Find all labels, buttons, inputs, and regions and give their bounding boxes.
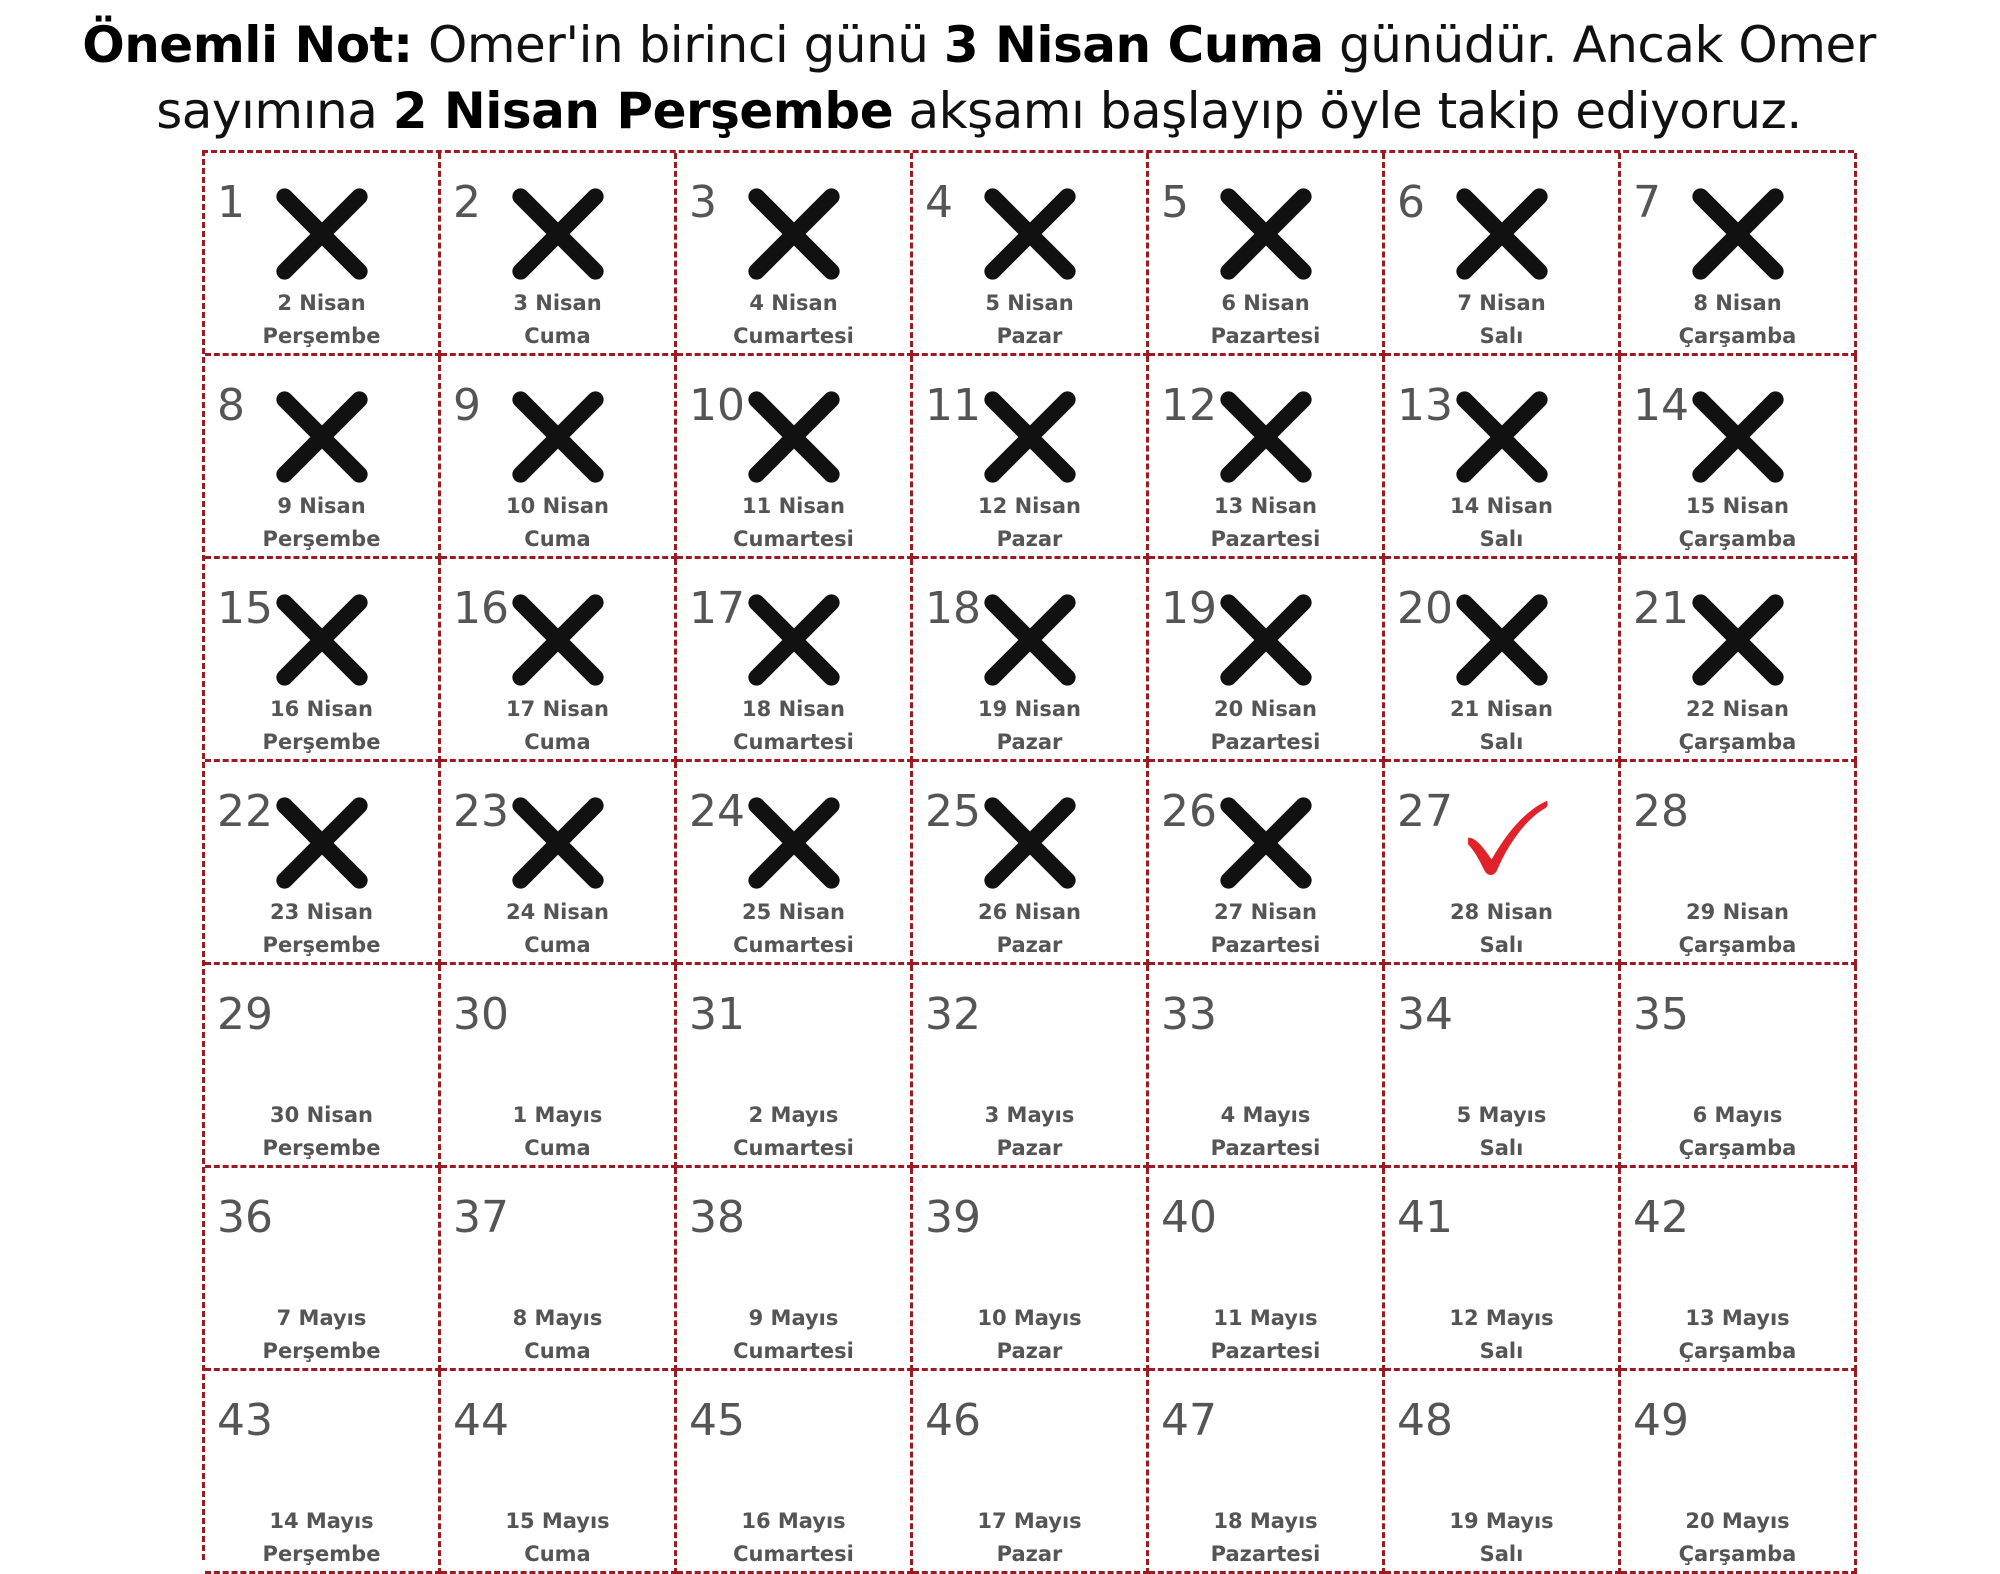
weekday-label: Cuma [524, 527, 591, 551]
date-label: 4 Nisan [749, 291, 838, 315]
weekday-label: Çarşamba [1678, 1542, 1797, 1566]
day-date [1621, 693, 1854, 759]
day-date [913, 490, 1146, 556]
day-number: 41 [1397, 1192, 1453, 1243]
day-cell [1385, 153, 1621, 356]
day-cell [205, 153, 441, 356]
day-cell [1621, 965, 1857, 1168]
weekday-label: Cumartesi [733, 730, 854, 754]
day-number: 27 [1397, 786, 1453, 837]
day-cell [205, 1168, 441, 1371]
weekday-label: Cumartesi [733, 324, 854, 348]
day-cell [205, 965, 441, 1168]
day-date [677, 490, 910, 556]
note-bold-date-1: 3 Nisan Cuma [943, 16, 1324, 74]
weekday-label: Cumartesi [733, 1136, 854, 1160]
date-label: 12 Nisan [978, 494, 1081, 518]
day-number: 32 [925, 989, 981, 1040]
day-date [1385, 1099, 1618, 1165]
day-date [1149, 1505, 1382, 1571]
weekday-label: Cuma [524, 324, 591, 348]
day-number: 29 [217, 989, 273, 1040]
day-date [441, 1505, 674, 1571]
day-cell [1149, 965, 1385, 1168]
day-date [205, 490, 438, 556]
cross-icon [975, 382, 1085, 492]
day-cell [677, 1168, 913, 1371]
date-label: 6 Mayıs [1692, 1103, 1783, 1127]
date-label: 4 Mayıs [1220, 1103, 1311, 1127]
weekday-label: Pazar [996, 1542, 1063, 1566]
note-text-1: Omer'in birinci günü [412, 16, 944, 74]
date-label: 16 Mayıs [741, 1509, 846, 1533]
day-date [913, 693, 1146, 759]
day-number: 43 [217, 1395, 273, 1446]
day-number: 13 [1397, 380, 1453, 431]
note-line-1 [0, 12, 1958, 78]
weekday-label: Salı [1479, 730, 1524, 754]
date-label: 23 Nisan [270, 900, 373, 924]
day-cell [1621, 356, 1857, 559]
day-cell [1621, 1371, 1857, 1574]
weekday-label: Pazartesi [1210, 324, 1321, 348]
day-cell [677, 762, 913, 965]
cross-icon [739, 382, 849, 492]
weekday-label: Pazartesi [1210, 730, 1321, 754]
weekday-label: Pazar [996, 324, 1063, 348]
day-number: 5 [1161, 177, 1189, 228]
day-date [205, 1302, 438, 1368]
date-label: 9 Mayıs [748, 1306, 839, 1330]
day-date [913, 896, 1146, 962]
day-number: 23 [453, 786, 509, 837]
cross-icon [1447, 382, 1557, 492]
cross-icon [1211, 382, 1321, 492]
day-date [205, 896, 438, 962]
day-date [677, 1505, 910, 1571]
day-cell [205, 762, 441, 965]
cross-icon [739, 585, 849, 695]
day-date [1621, 1302, 1854, 1368]
cross-icon [503, 179, 613, 289]
day-date [441, 1099, 674, 1165]
day-number: 14 [1633, 380, 1689, 431]
weekday-label: Cuma [524, 1542, 591, 1566]
weekday-label: Salı [1479, 1542, 1524, 1566]
day-cell [677, 559, 913, 762]
cross-icon [503, 585, 613, 695]
day-date [205, 1505, 438, 1571]
day-date [1385, 287, 1618, 353]
day-number: 20 [1397, 583, 1453, 634]
day-date [1149, 1099, 1382, 1165]
day-date [677, 1099, 910, 1165]
day-cell [1385, 762, 1621, 965]
cross-icon [975, 179, 1085, 289]
day-date [441, 896, 674, 962]
weekday-label: Pazar [996, 527, 1063, 551]
cross-icon [1683, 382, 1793, 492]
date-label: 13 Nisan [1214, 494, 1317, 518]
weekday-label: Perşembe [262, 1339, 381, 1363]
date-label: 6 Nisan [1221, 291, 1310, 315]
weekday-label: Pazartesi [1210, 527, 1321, 551]
day-date [1621, 287, 1854, 353]
day-date [1149, 287, 1382, 353]
date-label: 17 Mayıs [977, 1509, 1082, 1533]
note-text-4: akşamı başlayıp öyle takip ediyoruz. [893, 82, 1802, 140]
day-cell [1149, 153, 1385, 356]
day-cell [1621, 1168, 1857, 1371]
day-date [1385, 1302, 1618, 1368]
day-cell [441, 559, 677, 762]
day-cell [1385, 356, 1621, 559]
cross-icon [1211, 585, 1321, 695]
date-label: 10 Nisan [506, 494, 609, 518]
date-label: 12 Mayıs [1449, 1306, 1554, 1330]
cross-icon [1447, 585, 1557, 695]
weekday-label: Pazar [996, 730, 1063, 754]
cross-icon [1211, 179, 1321, 289]
day-number: 34 [1397, 989, 1453, 1040]
day-number: 36 [217, 1192, 273, 1243]
day-date [1385, 896, 1618, 962]
day-number: 39 [925, 1192, 981, 1243]
day-number: 21 [1633, 583, 1689, 634]
important-note [0, 12, 1958, 144]
day-date [677, 693, 910, 759]
day-date [913, 287, 1146, 353]
day-number: 48 [1397, 1395, 1453, 1446]
day-number: 26 [1161, 786, 1217, 837]
weekday-label: Cuma [524, 933, 591, 957]
weekday-label: Salı [1479, 527, 1524, 551]
day-cell [913, 1168, 1149, 1371]
day-cell [1149, 1371, 1385, 1574]
day-date [913, 1099, 1146, 1165]
day-cell [1621, 762, 1857, 965]
weekday-label: Perşembe [262, 324, 381, 348]
day-date [1149, 1302, 1382, 1368]
day-date [441, 490, 674, 556]
day-number: 9 [453, 380, 481, 431]
day-number: 35 [1633, 989, 1689, 1040]
day-date [1149, 693, 1382, 759]
day-number: 24 [689, 786, 745, 837]
day-number: 16 [453, 583, 509, 634]
date-label: 24 Nisan [506, 900, 609, 924]
day-number: 37 [453, 1192, 509, 1243]
day-number: 22 [217, 786, 273, 837]
day-number: 28 [1633, 786, 1689, 837]
day-number: 15 [217, 583, 273, 634]
date-label: 8 Mayıs [512, 1306, 603, 1330]
day-date [1149, 896, 1382, 962]
weekday-label: Pazartesi [1210, 1542, 1321, 1566]
day-date [677, 896, 910, 962]
date-label: 10 Mayıs [977, 1306, 1082, 1330]
weekday-label: Çarşamba [1678, 324, 1797, 348]
note-label: Önemli Not: [82, 16, 413, 74]
day-number: 30 [453, 989, 509, 1040]
day-cell [913, 1371, 1149, 1574]
day-cell [677, 1371, 913, 1574]
date-label: 7 Mayıs [276, 1306, 367, 1330]
cross-icon [503, 382, 613, 492]
date-label: 7 Nisan [1457, 291, 1546, 315]
day-cell [913, 356, 1149, 559]
weekday-label: Pazar [996, 1339, 1063, 1363]
day-date [1621, 1099, 1854, 1165]
date-label: 16 Nisan [270, 697, 373, 721]
date-label: 14 Nisan [1450, 494, 1553, 518]
note-text-3: sayımına [156, 82, 393, 140]
date-label: 9 Nisan [277, 494, 366, 518]
cross-icon [1683, 179, 1793, 289]
cross-icon [975, 585, 1085, 695]
cross-icon [503, 788, 613, 898]
day-date [441, 287, 674, 353]
day-cell [1149, 559, 1385, 762]
weekday-label: Salı [1479, 1136, 1524, 1160]
day-cell [205, 559, 441, 762]
day-number: 47 [1161, 1395, 1217, 1446]
day-number: 40 [1161, 1192, 1217, 1243]
date-label: 11 Mayıs [1213, 1306, 1318, 1330]
day-date [441, 693, 674, 759]
date-label: 17 Nisan [506, 697, 609, 721]
weekday-label: Cuma [524, 1136, 591, 1160]
day-cell [913, 965, 1149, 1168]
date-label: 11 Nisan [742, 494, 845, 518]
day-cell [441, 1168, 677, 1371]
weekday-label: Perşembe [262, 730, 381, 754]
day-number: 46 [925, 1395, 981, 1446]
weekday-label: Perşembe [262, 527, 381, 551]
weekday-label: Perşembe [262, 1136, 381, 1160]
day-date [1385, 693, 1618, 759]
cross-icon [739, 179, 849, 289]
day-date [205, 287, 438, 353]
date-label: 14 Mayıs [269, 1509, 374, 1533]
date-label: 13 Mayıs [1685, 1306, 1790, 1330]
day-number: 8 [217, 380, 245, 431]
day-cell [441, 1371, 677, 1574]
day-cell [913, 559, 1149, 762]
weekday-label: Çarşamba [1678, 933, 1797, 957]
day-cell [677, 965, 913, 1168]
weekday-label: Salı [1479, 933, 1524, 957]
date-label: 20 Mayıs [1685, 1509, 1790, 1533]
date-label: 8 Nisan [1693, 291, 1782, 315]
weekday-label: Çarşamba [1678, 1339, 1797, 1363]
weekday-label: Cuma [524, 730, 591, 754]
day-cell [205, 1371, 441, 1574]
day-number: 38 [689, 1192, 745, 1243]
day-cell [441, 356, 677, 559]
weekday-label: Pazartesi [1210, 1339, 1321, 1363]
day-cell [1149, 356, 1385, 559]
weekday-label: Çarşamba [1678, 527, 1797, 551]
date-label: 26 Nisan [978, 900, 1081, 924]
day-cell [1621, 153, 1857, 356]
day-date [1385, 1505, 1618, 1571]
weekday-label: Çarşamba [1678, 730, 1797, 754]
weekday-label: Perşembe [262, 1542, 381, 1566]
day-cell [1385, 559, 1621, 762]
weekday-label: Cumartesi [733, 1339, 854, 1363]
cross-icon [975, 788, 1085, 898]
day-cell [1149, 1168, 1385, 1371]
weekday-label: Pazartesi [1210, 1136, 1321, 1160]
day-date [441, 1302, 674, 1368]
day-number: 25 [925, 786, 981, 837]
day-date [205, 693, 438, 759]
day-date [677, 1302, 910, 1368]
date-label: 15 Nisan [1686, 494, 1789, 518]
day-date [1621, 1505, 1854, 1571]
cross-icon [267, 179, 377, 289]
date-label: 3 Mayıs [984, 1103, 1075, 1127]
day-number: 31 [689, 989, 745, 1040]
note-bold-date-2: 2 Nisan Perşembe [392, 82, 894, 140]
day-cell [1385, 965, 1621, 1168]
date-label: 27 Nisan [1214, 900, 1317, 924]
date-label: 22 Nisan [1686, 697, 1789, 721]
day-cell [441, 762, 677, 965]
weekday-label: Pazar [996, 1136, 1063, 1160]
weekday-label: Çarşamba [1678, 1136, 1797, 1160]
day-number: 33 [1161, 989, 1217, 1040]
checkmark-icon [1453, 794, 1557, 878]
day-cell [677, 153, 913, 356]
weekday-label: Cuma [524, 1339, 591, 1363]
day-number: 49 [1633, 1395, 1689, 1446]
cross-icon [267, 788, 377, 898]
cross-icon [1683, 585, 1793, 695]
weekday-label: Salı [1479, 1339, 1524, 1363]
day-number: 10 [689, 380, 745, 431]
day-date [913, 1505, 1146, 1571]
day-number: 17 [689, 583, 745, 634]
date-label: 29 Nisan [1686, 900, 1789, 924]
day-cell [441, 153, 677, 356]
date-label: 19 Nisan [978, 697, 1081, 721]
day-cell [913, 153, 1149, 356]
day-cell [1621, 559, 1857, 762]
date-label: 2 Mayıs [748, 1103, 839, 1127]
weekday-label: Salı [1479, 324, 1524, 348]
day-date [205, 1099, 438, 1165]
date-label: 21 Nisan [1450, 697, 1553, 721]
day-cell [1385, 1371, 1621, 1574]
day-date [1385, 490, 1618, 556]
day-number: 18 [925, 583, 981, 634]
date-label: 19 Mayıs [1449, 1509, 1554, 1533]
day-cell [1149, 762, 1385, 965]
weekday-label: Pazar [996, 933, 1063, 957]
cross-icon [739, 788, 849, 898]
day-cell [677, 356, 913, 559]
omer-calendar-grid [202, 150, 1854, 1566]
day-cell [441, 965, 677, 1168]
cross-icon [267, 585, 377, 695]
weekday-label: Pazartesi [1210, 933, 1321, 957]
date-label: 5 Mayıs [1456, 1103, 1547, 1127]
weekday-label: Perşembe [262, 933, 381, 957]
day-cell [205, 356, 441, 559]
cross-icon [267, 382, 377, 492]
day-cell [913, 762, 1149, 965]
date-label: 30 Nisan [270, 1103, 373, 1127]
cross-icon [1211, 788, 1321, 898]
day-number: 44 [453, 1395, 509, 1446]
day-number: 11 [925, 380, 981, 431]
day-cell [1385, 1168, 1621, 1371]
date-label: 1 Mayıs [512, 1103, 603, 1127]
date-label: 28 Nisan [1450, 900, 1553, 924]
day-number: 4 [925, 177, 953, 228]
day-date [1621, 490, 1854, 556]
cross-icon [1447, 179, 1557, 289]
day-date [1149, 490, 1382, 556]
day-number: 6 [1397, 177, 1425, 228]
note-line-2 [0, 78, 1958, 144]
day-number: 7 [1633, 177, 1661, 228]
day-number: 45 [689, 1395, 745, 1446]
date-label: 20 Nisan [1214, 697, 1317, 721]
day-number: 12 [1161, 380, 1217, 431]
date-label: 2 Nisan [277, 291, 366, 315]
day-date [1621, 896, 1854, 962]
day-date [913, 1302, 1146, 1368]
date-label: 3 Nisan [513, 291, 602, 315]
day-number: 1 [217, 177, 245, 228]
day-number: 42 [1633, 1192, 1689, 1243]
date-label: 15 Mayıs [505, 1509, 610, 1533]
note-text-2: günüdür. Ancak Omer [1323, 16, 1876, 74]
day-number: 19 [1161, 583, 1217, 634]
date-label: 5 Nisan [985, 291, 1074, 315]
weekday-label: Cumartesi [733, 1542, 854, 1566]
date-label: 18 Mayıs [1213, 1509, 1318, 1533]
day-number: 3 [689, 177, 717, 228]
weekday-label: Cumartesi [733, 527, 854, 551]
day-number: 2 [453, 177, 481, 228]
day-date [677, 287, 910, 353]
date-label: 25 Nisan [742, 900, 845, 924]
date-label: 18 Nisan [742, 697, 845, 721]
weekday-label: Cumartesi [733, 933, 854, 957]
